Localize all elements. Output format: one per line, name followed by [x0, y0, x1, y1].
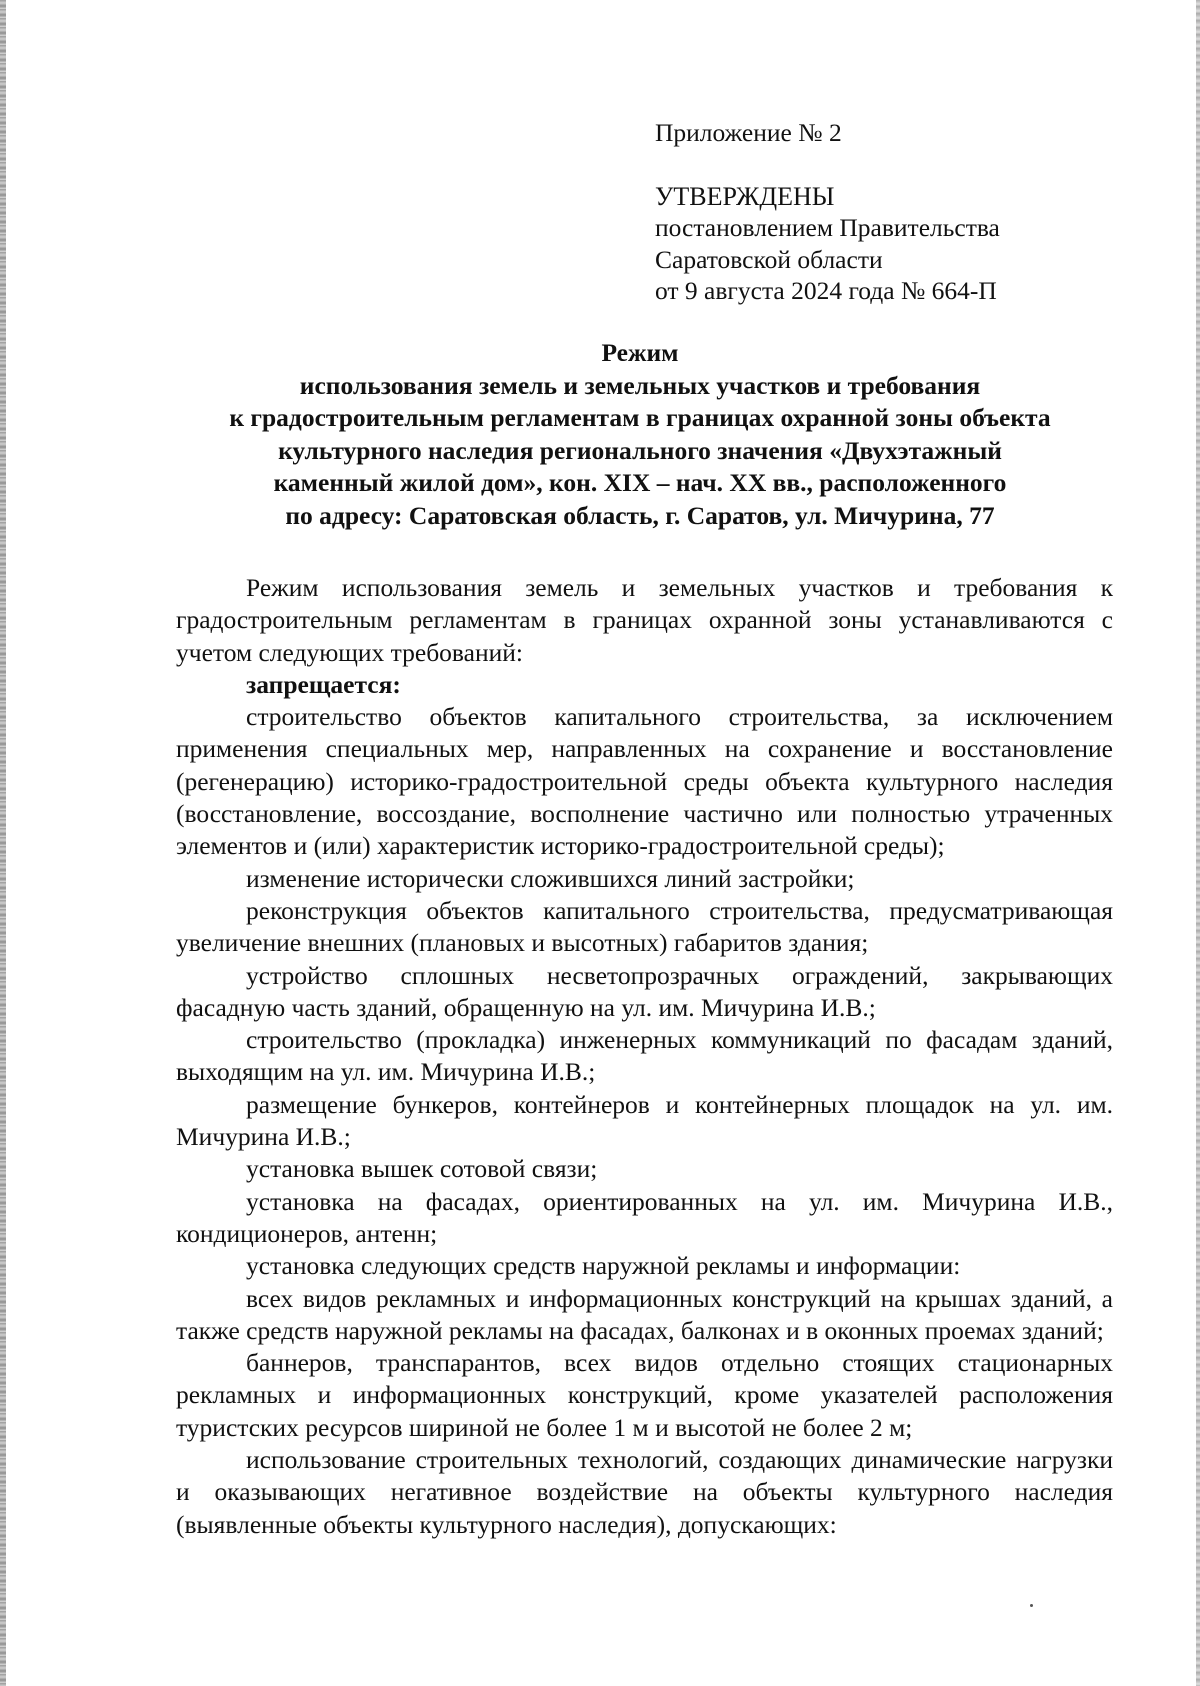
body-paragraph: размещение бункеров, контейнеров и контейнерных площадок на ул. им. Мичурина И.В.;: [176, 1089, 1113, 1152]
body-paragraph: строительство (прокладка) инженерных коммуникаций по фасадам зданий, выходящим на ул. им. Мичурина И.В.;: [176, 1025, 1113, 1087]
scan-speck: [1030, 1604, 1033, 1607]
scan-edge-right: [1196, 0, 1200, 1686]
body-paragraph: установка вышек сотовой связи;: [246, 1154, 598, 1184]
body-paragraph: использование строительных технологий, создающих динамические нагрузки и оказывающих негативное воздействие на объекты культурного наследия (выявленные объекты культурного наследия), допускающих:: [176, 1445, 1113, 1539]
title-line-2: использования земель и земельных участков и требования: [299, 370, 981, 400]
body-paragraph: строительство объектов капитального строительства, за исключением применения специальных мер, направленных на сохранение и восстановление (регенерацию) историко-градостроительной среды объекта культурного наследия (восстановление, воссоздание, восполнение частично или полностью утраченных элементов и (или) характеристик историко-градостроительной среды);: [176, 702, 1113, 861]
approved-region-line: Саратовской области: [655, 244, 883, 274]
body-paragraph-intro: Режим использования земель и земельных участков и требования к градостроительным регламентам в границах охранной зоны устанавливаются с учетом следующих требований:: [176, 573, 1113, 667]
appendix-stamp: [655, 117, 1135, 307]
approved-label: УТВЕРЖДЕНЫ: [655, 181, 835, 211]
body-paragraph: всех видов рекламных и информационных конструкций на крышах зданий, а также средств наружной рекламы на фасадах, балконах и в оконных проемах зданий;: [176, 1283, 1113, 1345]
body-paragraph: установка на фасадах, ориентированных на ул. им. Мичурина И.В., кондиционеров, антенн;: [176, 1186, 1113, 1248]
approved-date-line: от 9 августа 2024 года № 664-П: [655, 276, 997, 305]
body-paragraph: изменение исторически сложившихся линий застройки;: [246, 863, 855, 893]
scan-edge-left: [0, 0, 6, 1686]
body-paragraph: установка следующих средств наружной рекламы и информации:: [246, 1251, 961, 1281]
appendix-number: Приложение № 2: [655, 118, 842, 147]
approved-by-line: постановлением Правительства: [655, 213, 1000, 242]
document-body: [176, 572, 1113, 1541]
title-line-5: каменный жилой дом», кон. XIX – нач. XX вв., расположенного: [273, 468, 1007, 497]
title-line-3: к градостроительным регламентам в границах охранной зоны объекта: [229, 403, 1051, 432]
title-line-1: Режим: [601, 338, 679, 367]
document-title: [150, 337, 1130, 532]
body-paragraph: реконструкция объектов капитального строительства, предусматривающая увеличение внешних (плановых и высотных) габаритов здания;: [176, 895, 1113, 958]
body-paragraph: устройство сплошных несветопрозрачных ограждений, закрывающих фасадную часть зданий, обращенную на ул. им. Мичурина И.В.;: [176, 960, 1113, 1022]
body-paragraph: баннеров, транспарантов, всех видов отдельно стоящих стационарных рекламных и информационных конструкций, кроме указателей расположения туристских ресурсов шириной не более 1 м и высотой не более 2 м;: [176, 1348, 1113, 1442]
title-line-6: по адресу: Саратовская область, г. Саратов, ул. Мичурина, 77: [285, 500, 995, 530]
title-line-4: культурного наследия регионального значения «Двухэтажный: [278, 435, 1002, 465]
body-heading-prohibited: запрещается:: [246, 669, 401, 699]
